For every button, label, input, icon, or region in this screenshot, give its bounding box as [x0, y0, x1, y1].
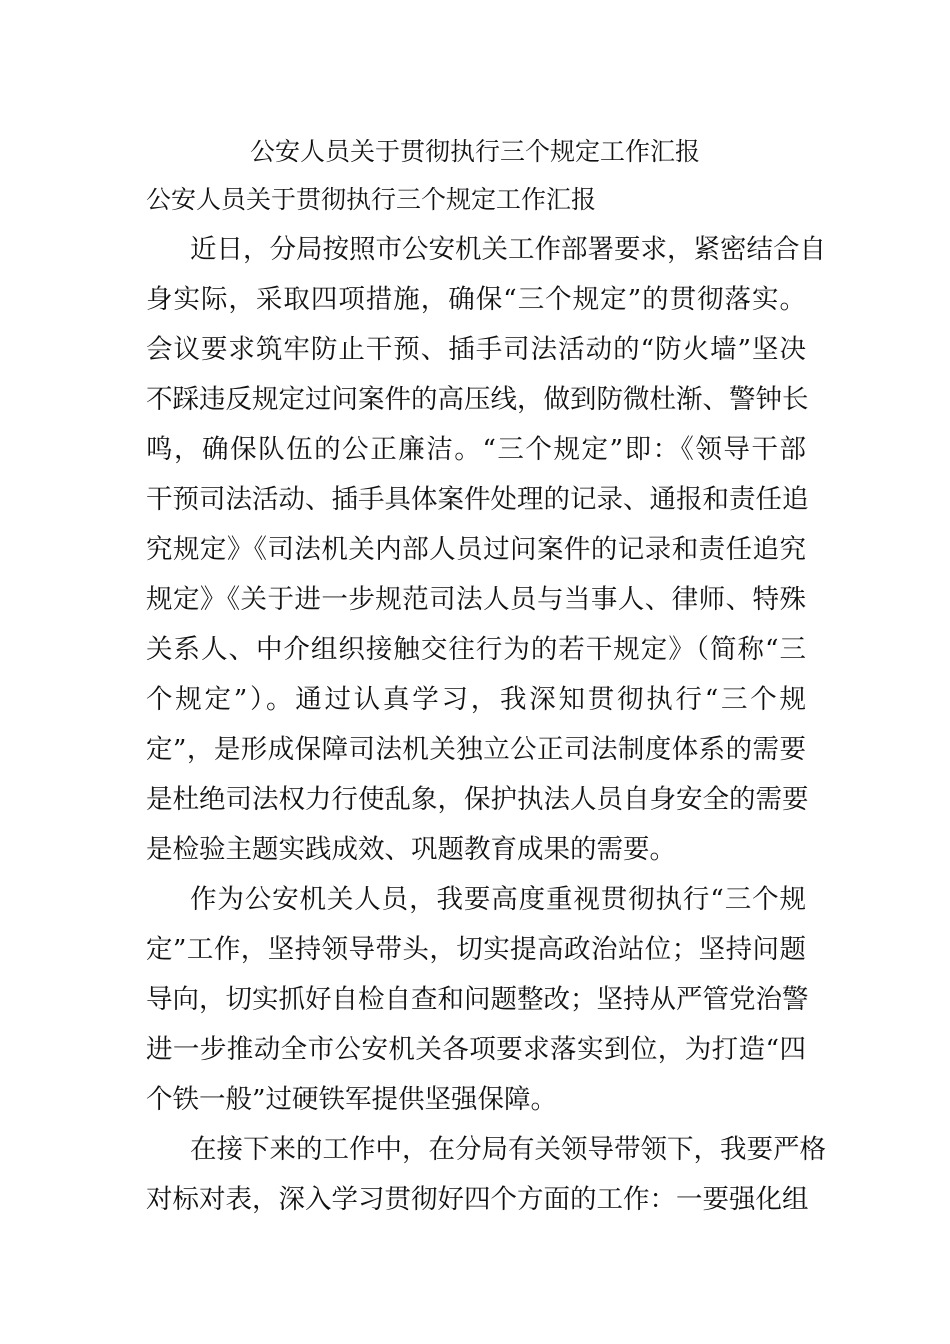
- paragraph-1-line-6: 干预司法活动、插手具体案件处理的记录、通报和责任追: [146, 484, 809, 515]
- paragraph-1-line-10: 个规定”）。通过认真学习，我深知贯彻执行“三个规: [146, 684, 806, 715]
- paragraph-2-line-3: 导向，切实抓好自检自查和问题整改；坚持从严管党治警: [146, 984, 809, 1015]
- paragraph-1-line-11: 定”，是形成保障司法机关独立公正司法制度体系的需要: [146, 734, 806, 765]
- paragraph-2-line-2: 定”工作，坚持领导带头，切实提高政治站位；坚持问题: [146, 934, 806, 965]
- paragraph-1-line-2: 身实际，采取四项措施，确保“三个规定”的贯彻落实。: [146, 284, 806, 315]
- paragraph-1-line-3: 会议要求筑牢防止干预、插手司法活动的“防火墙”坚决: [146, 334, 806, 365]
- paragraph-3-line-1: 在接下来的工作中，在分局有关领导带领下，我要严格: [190, 1134, 826, 1165]
- document-title: 公安人员关于贯彻执行三个规定工作汇报: [249, 137, 700, 166]
- paragraph-1-line-7: 究规定》《司法机关内部人员过问案件的记录和责任追究: [146, 534, 806, 565]
- paragraph-2-line-4: 进一步推动全市公安机关各项要求落实到位，为打造“四: [146, 1034, 806, 1065]
- paragraph-1-line-5: 鸣，确保队伍的公正廉洁。“三个规定”即：《领导干部: [146, 434, 806, 465]
- paragraph-1-line-8: 规定》《关于进一步规范司法人员与当事人、律师、特殊: [146, 584, 806, 615]
- paragraph-1-line-1: 近日，分局按照市公安机关工作部署要求，紧密结合自: [190, 234, 826, 265]
- document-subtitle: 公安人员关于贯彻执行三个规定工作汇报: [146, 185, 597, 214]
- paragraph-1-line-4: 不踩违反规定过问案件的高压线，做到防微杜渐、警钟长: [146, 384, 809, 415]
- paragraph-2-line-1: 作为公安机关人员，我要高度重视贯彻执行“三个规: [190, 884, 806, 915]
- paragraph-1-line-12: 是杜绝司法权力行使乱象，保护执法人员自身安全的需要: [146, 784, 809, 815]
- paragraph-1-line-9: 关系人、中介组织接触交往行为的若干规定》（简称“三: [146, 634, 806, 665]
- paragraph-3-line-2: 对标对表，深入学习贯彻好四个方面的工作：一要强化组: [146, 1184, 809, 1215]
- paragraph-1-line-13: 是检验主题实践成效、巩题教育成果的需要。: [146, 834, 676, 865]
- paragraph-2-line-5: 个铁一般”过硬铁军提供坚强保障。: [146, 1084, 558, 1115]
